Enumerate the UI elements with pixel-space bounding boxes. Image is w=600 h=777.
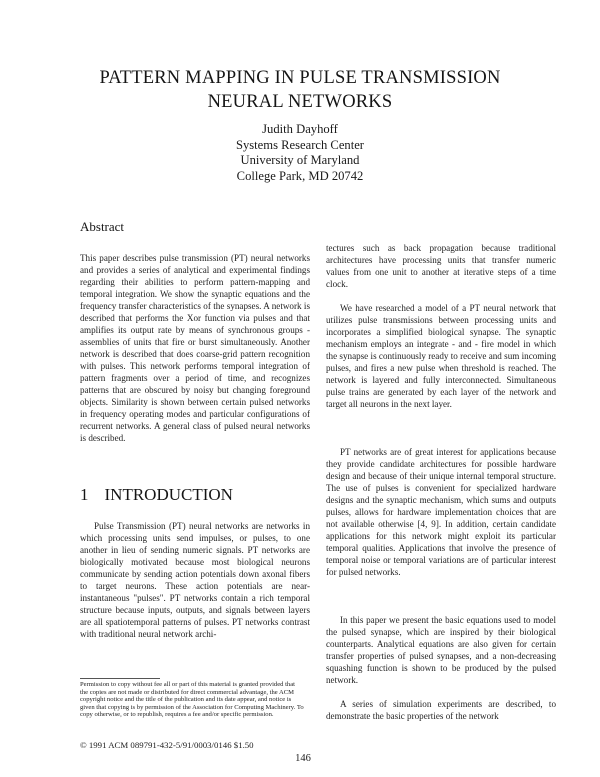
- paper-title: [40, 66, 560, 114]
- introduction-paragraph-5: A series of simulation experiments are described, to demonstrate the basic properties of the network: [326, 699, 556, 721]
- introduction-paragraph-1: Pulse Transmission (PT) neural networks are networks in which processing units send impulses, or pulses, to one another in lieu of sending numeric signals. PT networks are biologically motivated because most biological neurons communicate by sending action potentials down axonal fibers to target neurons. These action potentials are near-instantaneous "pulses". PT networks contain a rich temporal structure because inputs, outputs, and signals between layers are all spatiotemporal patterns of pulses. PT networks contrast with traditional neural network archi-: [80, 521, 310, 639]
- copyright-line: © 1991 ACM 089791-432-5/91/0003/0146 $1.50: [80, 740, 254, 750]
- introduction-paragraph-2: We have researched a model of a PT neural network that utilizes pulse transmissions between processing units and incorporates a simplified biological synapse. The synaptic mechanism employs an integrate - and - fire model in which the synapse is continuously ready to receive and sum incoming pulses, and fires a new pulse when threshold is reached. The network is layered and fully interconnected. Simultaneous pulse trains are generated by each layer of the network and target all neurons in the next layer.: [326, 303, 556, 409]
- footnote-rule: [80, 678, 160, 679]
- title-line-1: PATTERN MAPPING IN PULSE TRANSMISSION: [99, 68, 501, 88]
- page-number: 146: [295, 753, 311, 764]
- author-name: Judith Dayhoff: [262, 122, 338, 136]
- introduction-paragraph-4: In this paper we present the basic equations used to model the pulsed synapse, which are inspired by their biological counterparts. Analytical equations are also given for certain transfer properties of pulsed synapses, and a non-decreasing squashing function is shown to be produced by the pulsed network.: [326, 615, 556, 685]
- permission-notice: Permission to copy without fee all or part of this material is granted provided that the copies are not made or distributed for direct commercial advantage, the ACM copyright notice and the title of the publication and its date appear, and notice is given that copying is by permission of the Association for Computing Machinery. To copy otherwise, or to republish, requires a fee and/or specific permission.: [80, 681, 304, 719]
- introduction-paragraph-3: PT networks are of great interest for applications because they provide candidate architectures for possible hardware design and because of their unique internal temporal structure. The use of pulses is convenient for specialized hardware designs and the synaptic mechanism, which sums and outputs pulses, allows for hardware implementation choices that are not available otherwise [4, 9]. In addition, certain candidate applications for this network might exploit its particular temporal qualities. Applications that involve the presence of temporal noise or temporal variations are of particular interest for pulsed networks.: [326, 447, 556, 577]
- introduction-paragraph-1-continued: tectures such as back propagation because traditional architectures have processing units that transfer numeric values from one unit to another at iterative steps of a time clock.: [326, 243, 556, 289]
- abstract-heading: Abstract: [80, 219, 125, 234]
- author-location: College Park, MD 20742: [236, 168, 364, 183]
- title-line-2: NEURAL NETWORKS: [207, 92, 393, 112]
- section-title: INTRODUCTION: [104, 485, 233, 504]
- author-block: [150, 122, 450, 184]
- abstract-text: This paper describes pulse transmission (PT) neural networks and provides a series of analytical and experimental findings regarding their abilities to perform pattern-mapping and temporal integration. We show the synaptic equations and the frequency transfer characteristics of the synapses. A network is described that performs the Xor function via pulses and that amplifies its output rate by means of synchronous groups - assemblies of units that fire or burst simultaneously. Another network is described that does coarse-grid pattern recognition with pulses. This network performs temporal integration of pattern fragments over a period of time, and recognizes patterns that are obscured by noisy but changing foreground objects. Similarity is shown between certain pulsed networks in frequency operating modes and particular configurations of recurrent networks. A general class of pulsed neural networks is described.: [80, 253, 310, 443]
- introduction-heading: [80, 485, 233, 505]
- section-number: 1: [80, 485, 89, 504]
- author-affiliation: Systems Research Center: [235, 137, 364, 152]
- author-university: University of Maryland: [240, 153, 360, 167]
